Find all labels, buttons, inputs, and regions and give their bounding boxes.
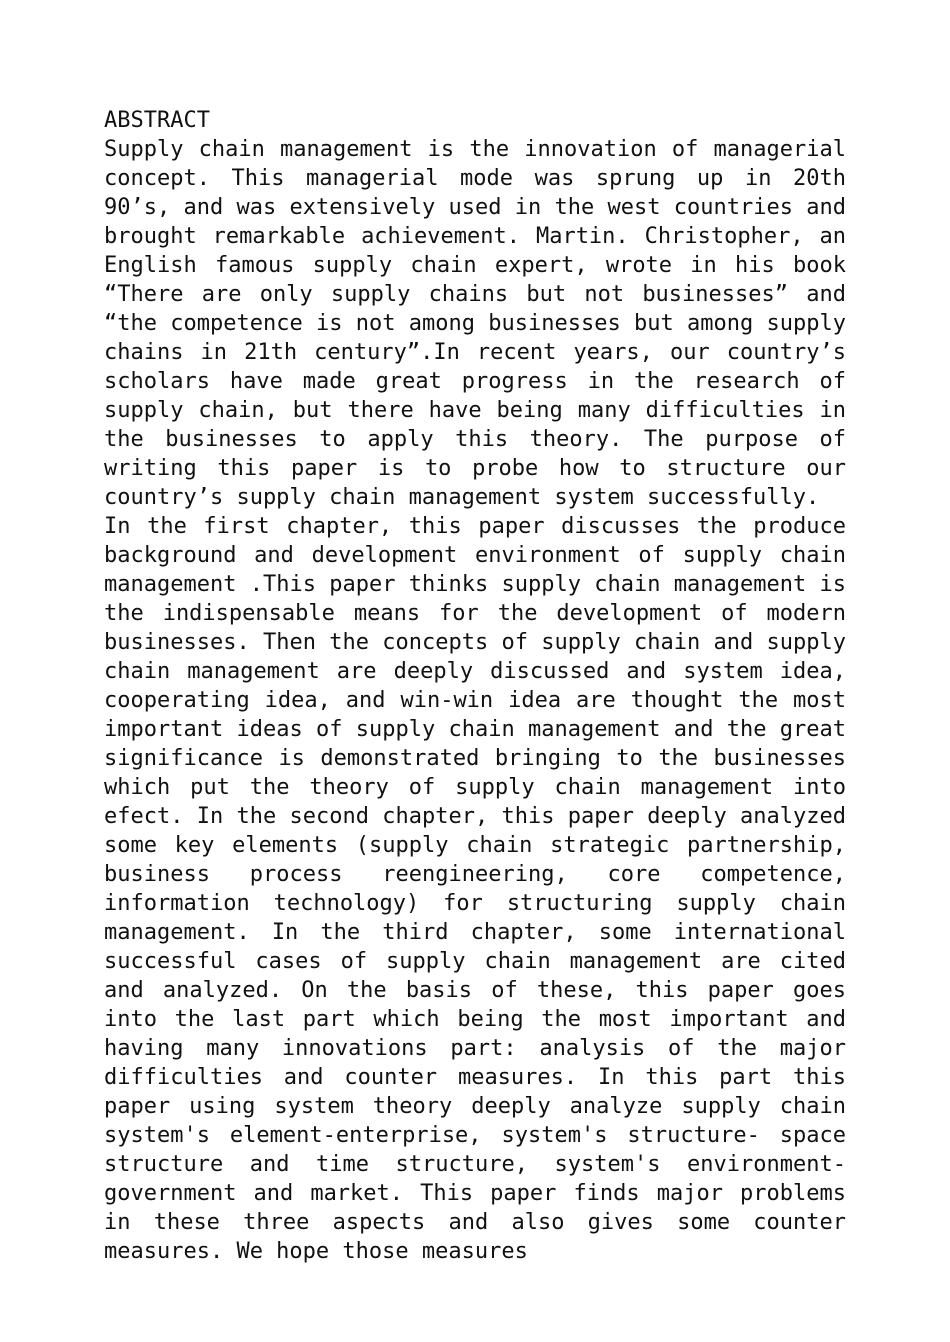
abstract-heading: ABSTRACT [104,108,210,133]
abstract-paragraph-1: Supply chain management is the innovation of managerial concept. This managerial mode was sprung up in 20th 90’s, and was extensively used in the west countries and brought remarkable achievement. Martin. Christopher, an English famous supply chain expert, wrote in his book “There are only supply chains but not businesses” and “the competence is not among businesses but among supply chains in 21th century”.In recent years, our country’s scholars have made great progress in the research of supply chain, but there have being many difficulties in the businesses to apply this theory. The purpose of writing this paper is to probe how to structure our country’s supply chain management system successfully. [104,137,846,510]
abstract-paragraph-2: In the first chapter, this paper discusses the produce background and development environment of supply chain management .This paper thinks supply chain management is the indispensable means for the development of modern businesses. Then the concepts of supply chain and supply chain management are deeply discussed and system idea, cooperating idea, and win-win idea are thought the most important ideas of supply chain management and the great significance is demonstrated bringing to the businesses which put the theory of supply chain management into efect. In the second chapter, this paper deeply analyzed some key elements (supply chain strategic partnership, business process reengineering, core competence, information technology) for structuring supply chain management. In the third chapter, some international successful cases of supply chain management are cited and analyzed. On the basis of these, this paper goes into the last part which being the most important and having many innovations part: analysis of the major difficulties and counter measures. In this part this paper using system theory deeply analyze supply chain system's element-enterprise, system's structure- space structure and time structure, system's environment- government and market. This paper finds major problems in these three aspects and also gives some counter measures. We hope those measures [104,514,846,1264]
document-page [104,106,846,1266]
